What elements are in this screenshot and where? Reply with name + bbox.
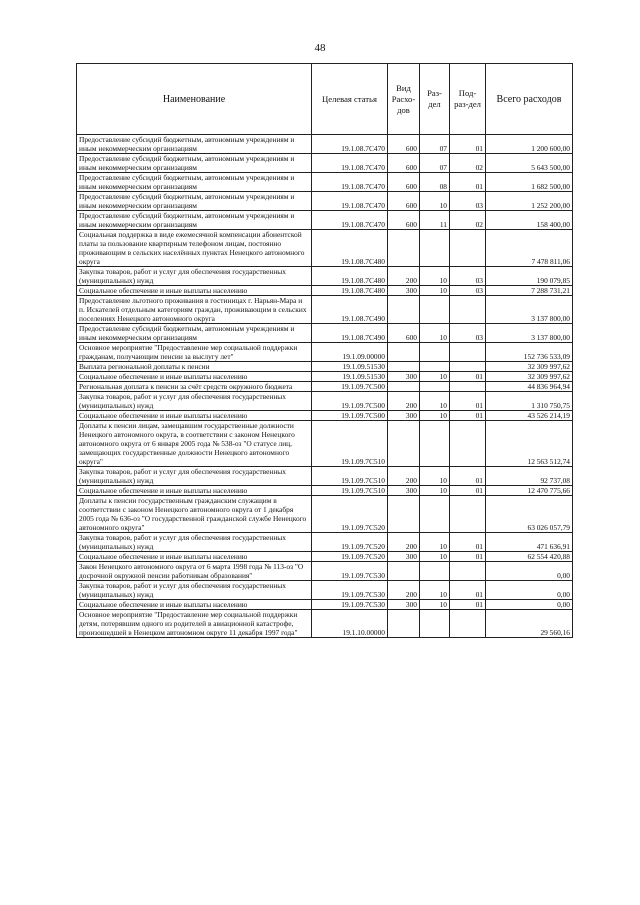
row-total-cell: 7 288 731,21: [486, 286, 573, 296]
row-code-cell: 19.1.09.7С510: [312, 467, 388, 486]
row-total-cell: 3 137 800,00: [486, 296, 573, 324]
table-row: [77, 411, 573, 421]
row-total-cell: 471 636,91: [486, 533, 573, 552]
row-total-cell: 1 682 500,00: [486, 173, 573, 192]
row-podrazdel-cell: [450, 382, 486, 392]
row-podrazdel-cell: 03: [450, 192, 486, 211]
row-vid-cell: 300: [388, 600, 420, 610]
row-razdel-cell: 10: [420, 286, 450, 296]
table-header-row: [77, 64, 573, 135]
table-row: [77, 486, 573, 496]
row-total-cell: 32 309 997,62: [486, 362, 573, 372]
row-vid-cell: [388, 562, 420, 581]
table-row: [77, 343, 573, 362]
row-vid-cell: 200: [388, 267, 420, 286]
row-vid-cell: 200: [388, 467, 420, 486]
row-razdel-cell: [420, 562, 450, 581]
row-name-cell: Предоставление льготного проживания в гостиницах г. Нарьян-Мара и п. Искателей отдельным категориям граждан, проживающим в сельских поселениях Ненецкого автономного округа: [77, 296, 312, 324]
table-row: [77, 467, 573, 486]
row-vid-cell: [388, 382, 420, 392]
table-row: [77, 173, 573, 192]
row-razdel-cell: 10: [420, 581, 450, 600]
row-total-cell: 1 200 600,00: [486, 135, 573, 154]
row-code-cell: 19.1.09.7С520: [312, 533, 388, 552]
row-podrazdel-cell: 02: [450, 211, 486, 230]
row-vid-cell: 600: [388, 154, 420, 173]
table-row: [77, 192, 573, 211]
row-razdel-cell: 10: [420, 411, 450, 421]
row-code-cell: 19.1.08.7С480: [312, 267, 388, 286]
header-vid: Вид Расхо-дов: [388, 64, 420, 135]
table-row: [77, 552, 573, 562]
row-code-cell: 19.1.08.7С470: [312, 192, 388, 211]
row-total-cell: 158 400,00: [486, 211, 573, 230]
row-razdel-cell: [420, 610, 450, 638]
row-razdel-cell: 10: [420, 467, 450, 486]
row-name-cell: Социальное обеспечение и иные выплаты населению: [77, 411, 312, 421]
row-vid-cell: 300: [388, 486, 420, 496]
row-podrazdel-cell: [450, 343, 486, 362]
row-name-cell: Основное мероприятие "Предоставление мер социальной поддержки гражданам, получающим пенсии за выслугу лет": [77, 343, 312, 362]
row-total-cell: 152 736 533,09: [486, 343, 573, 362]
row-code-cell: 19.1.09.7С530: [312, 600, 388, 610]
row-razdel-cell: 11: [420, 211, 450, 230]
row-total-cell: 3 137 800,00: [486, 324, 573, 343]
row-vid-cell: [388, 421, 420, 467]
row-name-cell: Закупка товаров, работ и услуг для обеспечения государственных (муниципальных) нужд: [77, 267, 312, 286]
row-code-cell: 19.1.10.00000: [312, 610, 388, 638]
row-code-cell: 19.1.08.7С480: [312, 230, 388, 267]
row-vid-cell: [388, 496, 420, 533]
row-code-cell: 19.1.08.7С470: [312, 211, 388, 230]
table-row: [77, 562, 573, 581]
row-podrazdel-cell: [450, 362, 486, 372]
row-name-cell: Предоставление субсидий бюджетным, автономным учреждениям и иным некоммерческим организациям: [77, 192, 312, 211]
row-podrazdel-cell: 01: [450, 135, 486, 154]
row-code-cell: 19.1.08.7С470: [312, 154, 388, 173]
row-razdel-cell: [420, 296, 450, 324]
row-code-cell: 19.1.08.7С470: [312, 135, 388, 154]
row-vid-cell: 200: [388, 392, 420, 411]
row-razdel-cell: 07: [420, 135, 450, 154]
row-total-cell: 1 310 750,75: [486, 392, 573, 411]
row-podrazdel-cell: 01: [450, 411, 486, 421]
row-code-cell: 19.1.08.7С490: [312, 296, 388, 324]
row-code-cell: 19.1.08.7С490: [312, 324, 388, 343]
table-row: [77, 230, 573, 267]
row-podrazdel-cell: [450, 230, 486, 267]
row-podrazdel-cell: 03: [450, 286, 486, 296]
row-vid-cell: 600: [388, 135, 420, 154]
row-name-cell: Предоставление субсидий бюджетным, автономным учреждениям и иным некоммерческим организациям: [77, 154, 312, 173]
row-razdel-cell: [420, 230, 450, 267]
row-podrazdel-cell: 01: [450, 467, 486, 486]
row-vid-cell: 300: [388, 286, 420, 296]
table-row: [77, 533, 573, 552]
row-razdel-cell: 07: [420, 154, 450, 173]
table-body: [77, 135, 573, 638]
row-total-cell: 32 309 997,62: [486, 372, 573, 382]
row-podrazdel-cell: [450, 496, 486, 533]
row-vid-cell: [388, 362, 420, 372]
row-code-cell: 19.1.09.7С500: [312, 392, 388, 411]
row-name-cell: Закупка товаров, работ и услуг для обеспечения государственных (муниципальных) нужд: [77, 392, 312, 411]
row-code-cell: 19.1.09.7С500: [312, 382, 388, 392]
row-code-cell: 19.1.09.7С520: [312, 496, 388, 533]
row-code-cell: 19.1.08.7С480: [312, 286, 388, 296]
row-total-cell: 0,00: [486, 581, 573, 600]
row-code-cell: 19.1.09.7С510: [312, 421, 388, 467]
row-podrazdel-cell: 01: [450, 600, 486, 610]
row-podrazdel-cell: 01: [450, 552, 486, 562]
row-code-cell: 19.1.09.7С530: [312, 562, 388, 581]
row-total-cell: 12 470 775,66: [486, 486, 573, 496]
row-total-cell: 5 643 500,00: [486, 154, 573, 173]
row-total-cell: 29 560,16: [486, 610, 573, 638]
row-vid-cell: 300: [388, 411, 420, 421]
table-row: [77, 324, 573, 343]
header-total: Всего расходов: [486, 64, 573, 135]
row-total-cell: 92 737,08: [486, 467, 573, 486]
table-row: [77, 372, 573, 382]
row-name-cell: Закупка товаров, работ и услуг для обеспечения государственных (муниципальных) нужд: [77, 533, 312, 552]
row-vid-cell: 600: [388, 192, 420, 211]
row-total-cell: 0,00: [486, 600, 573, 610]
row-name-cell: Социальная поддержка в виде ежемесячной компенсации абонентской платы за пользование квартирным телефоном лицам, постоянно проживающим в сельских населённых пунктах Ненецкого автономного округа: [77, 230, 312, 267]
row-vid-cell: [388, 230, 420, 267]
row-vid-cell: 300: [388, 552, 420, 562]
row-name-cell: Региональная доплата к пенсии за счёт средств окружного бюджета: [77, 382, 312, 392]
row-podrazdel-cell: 03: [450, 324, 486, 343]
row-total-cell: 12 563 512,74: [486, 421, 573, 467]
page-number: 48: [314, 42, 326, 54]
header-code: Целевая статья: [312, 64, 388, 135]
row-podrazdel-cell: 01: [450, 372, 486, 382]
row-code-cell: 19.1.09.51530: [312, 372, 388, 382]
row-total-cell: 43 526 214,19: [486, 411, 573, 421]
table-row: [77, 382, 573, 392]
row-name-cell: Предоставление субсидий бюджетным, автономным учреждениям и иным некоммерческим организациям: [77, 135, 312, 154]
row-name-cell: Доплаты к пенсии государственным гражданским служащим в соответствии с законом Ненецкого автономного округа от 1 декабря 2005 года № 636-оз "О государственной гражданской службе Ненецкого автономного округа": [77, 496, 312, 533]
row-name-cell: Предоставление субсидий бюджетным, автономным учреждениям и иным некоммерческим организациям: [77, 324, 312, 343]
row-razdel-cell: 10: [420, 552, 450, 562]
header-name: Наименование: [77, 64, 312, 135]
table-row: [77, 154, 573, 173]
row-name-cell: Доплаты к пенсии лицам, замещавшим государственные должности Ненецкого автономного округа, в соответствии с законом Ненецкого автономного округа от 6 января 2005 года № 538-оз "О статусе лиц, замещающих государственные должности Ненецкого автономного округа": [77, 421, 312, 467]
row-code-cell: 19.1.09.7С530: [312, 581, 388, 600]
table-row: [77, 211, 573, 230]
row-vid-cell: 300: [388, 372, 420, 382]
row-total-cell: 0,00: [486, 562, 573, 581]
table-row: [77, 581, 573, 600]
row-podrazdel-cell: [450, 421, 486, 467]
row-vid-cell: 600: [388, 211, 420, 230]
row-razdel-cell: 10: [420, 600, 450, 610]
table-row: [77, 267, 573, 286]
row-name-cell: Предоставление субсидий бюджетным, автономным учреждениям и иным некоммерческим организациям: [77, 173, 312, 192]
row-vid-cell: 600: [388, 324, 420, 343]
row-total-cell: 63 026 057,79: [486, 496, 573, 533]
row-name-cell: Социальное обеспечение и иные выплаты населению: [77, 486, 312, 496]
row-total-cell: 1 252 200,00: [486, 192, 573, 211]
row-name-cell: Социальное обеспечение и иные выплаты населению: [77, 552, 312, 562]
row-code-cell: 19.1.09.00000: [312, 343, 388, 362]
row-name-cell: Социальное обеспечение и иные выплаты населению: [77, 286, 312, 296]
row-code-cell: 19.1.09.7С500: [312, 411, 388, 421]
row-razdel-cell: 10: [420, 392, 450, 411]
table-row: [77, 421, 573, 467]
row-razdel-cell: 08: [420, 173, 450, 192]
row-vid-cell: 200: [388, 533, 420, 552]
row-total-cell: 44 836 964,94: [486, 382, 573, 392]
row-razdel-cell: 10: [420, 372, 450, 382]
table-row: [77, 286, 573, 296]
row-razdel-cell: 10: [420, 486, 450, 496]
row-vid-cell: [388, 343, 420, 362]
row-razdel-cell: 10: [420, 533, 450, 552]
row-code-cell: 19.1.09.7С520: [312, 552, 388, 562]
row-vid-cell: [388, 610, 420, 638]
row-podrazdel-cell: [450, 610, 486, 638]
row-razdel-cell: [420, 421, 450, 467]
table-row: [77, 496, 573, 533]
row-name-cell: Социальное обеспечение и иные выплаты населению: [77, 600, 312, 610]
row-razdel-cell: 10: [420, 324, 450, 343]
row-razdel-cell: [420, 343, 450, 362]
row-code-cell: 19.1.09.7С510: [312, 486, 388, 496]
row-name-cell: Основное мероприятие "Предоставление мер социальной поддержки детям, потерявшим одного из родителей в авиационной катастрофе, произошедшей в Ненецком автономном округе 11 декабря 1997 года": [77, 610, 312, 638]
row-podrazdel-cell: 01: [450, 486, 486, 496]
row-razdel-cell: [420, 496, 450, 533]
row-name-cell: Закупка товаров, работ и услуг для обеспечения государственных (муниципальных) нужд: [77, 581, 312, 600]
row-podrazdel-cell: 01: [450, 581, 486, 600]
row-name-cell: Закупка товаров, работ и услуг для обеспечения государственных (муниципальных) нужд: [77, 467, 312, 486]
table-row: [77, 296, 573, 324]
row-name-cell: Предоставление субсидий бюджетным, автономным учреждениям и иным некоммерческим организациям: [77, 211, 312, 230]
row-podrazdel-cell: [450, 296, 486, 324]
row-name-cell: Социальное обеспечение и иные выплаты населению: [77, 372, 312, 382]
row-vid-cell: 600: [388, 173, 420, 192]
table-row: [77, 135, 573, 154]
row-razdel-cell: [420, 382, 450, 392]
row-podrazdel-cell: 01: [450, 392, 486, 411]
row-podrazdel-cell: 01: [450, 173, 486, 192]
row-total-cell: 190 079,85: [486, 267, 573, 286]
header-razdel: Раз-дел: [420, 64, 450, 135]
row-razdel-cell: 10: [420, 192, 450, 211]
row-vid-cell: [388, 296, 420, 324]
row-code-cell: 19.1.09.51530: [312, 362, 388, 372]
row-podrazdel-cell: 02: [450, 154, 486, 173]
row-name-cell: Закон Ненецкого автономного округа от 6 марта 1998 года № 113-оз "О досрочной окружной пенсии работникам образования": [77, 562, 312, 581]
row-razdel-cell: [420, 362, 450, 372]
table-row: [77, 392, 573, 411]
table-row: [77, 600, 573, 610]
row-total-cell: 62 554 420,88: [486, 552, 573, 562]
row-code-cell: 19.1.08.7С470: [312, 173, 388, 192]
row-podrazdel-cell: 03: [450, 267, 486, 286]
table-row: [77, 610, 573, 638]
budget-table: [76, 63, 573, 638]
header-podrazdel: Под-раз-дел: [450, 64, 486, 135]
row-podrazdel-cell: 01: [450, 533, 486, 552]
row-razdel-cell: 10: [420, 267, 450, 286]
row-total-cell: 7 478 811,06: [486, 230, 573, 267]
row-name-cell: Выплата региональной доплаты к пенсии: [77, 362, 312, 372]
row-vid-cell: 200: [388, 581, 420, 600]
row-podrazdel-cell: [450, 562, 486, 581]
table-row: [77, 362, 573, 372]
